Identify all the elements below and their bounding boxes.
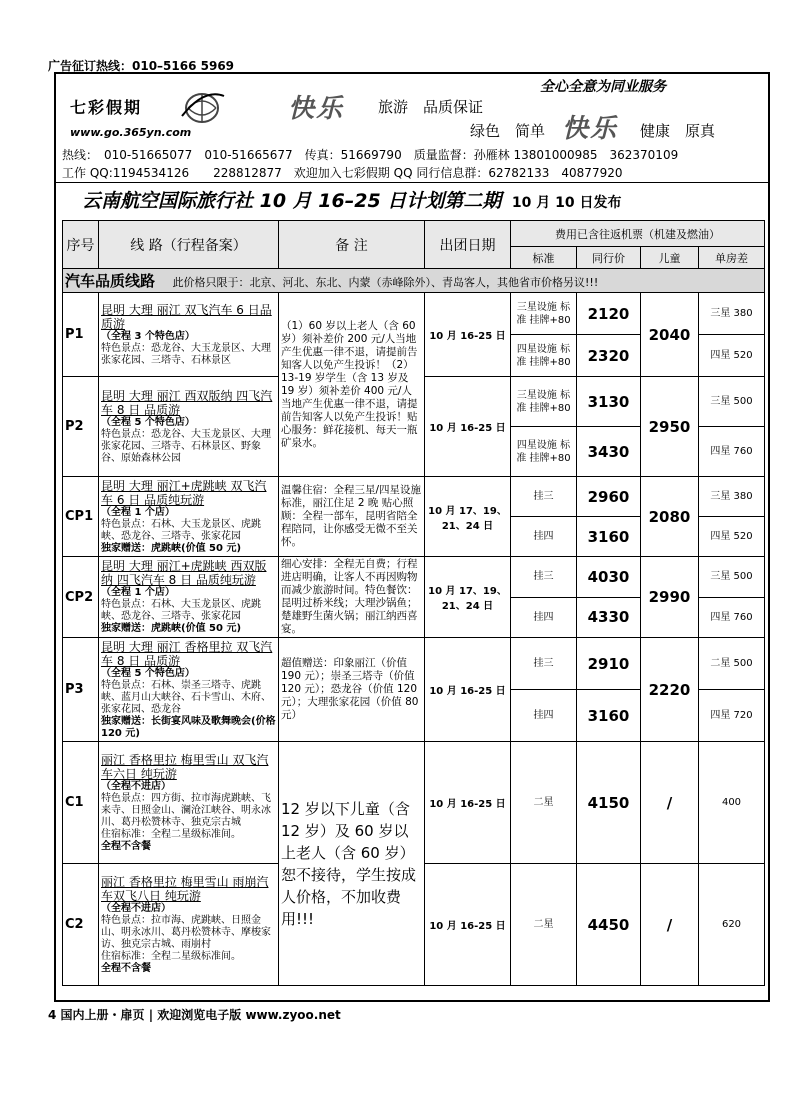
table-row (63, 742, 765, 864)
single-room: 400 (699, 742, 765, 864)
route-features: 特色景点：四方街、拉市海虎跳峡、飞来寺、日照金山、澜沧江峡谷、明永冰川、葛丹松赞林寺、独克宗古城 (101, 792, 271, 828)
headline-title: 云南航空国际旅行社 10 月 16–25 日计划第二期 (82, 190, 502, 212)
single-room: 四星 760 (699, 597, 765, 638)
single-room: 三星 380 (699, 477, 765, 517)
row-code: CP2 (63, 557, 99, 638)
departure-date: 10 月 16-25 日 (425, 638, 511, 742)
route-cell (99, 377, 279, 477)
section-desc: 此价格只限于：北京、河北、东北、内蒙（赤峰除外）、青岛客人，其他省市价格另议!!! (172, 276, 599, 289)
kuai-le-logo-2: 快乐 (562, 114, 619, 144)
departure-date: 10 月 16-25 日 (425, 293, 511, 377)
route-shops: （全程 3 个特色店） (101, 330, 195, 342)
route-title: 丽江 香格里拉 梅里雪山 雨崩汽车双飞八日 纯玩游 (101, 874, 269, 903)
standard: 四星设施 标准 挂牌+80 (511, 335, 577, 377)
header-room: 单房差 (699, 247, 765, 269)
route-cell (99, 864, 279, 986)
route-features: 特色景点：拉市海、虎跳峡、日照金山、明永冰川、葛丹松赞林寺、摩梭家访、独克宗古城、雨崩村 (101, 914, 271, 950)
logo-url: www.go.365yn.com (70, 126, 192, 139)
route-cell (99, 477, 279, 557)
note-cell: 超值赠送：印象丽江（价值 190 元）；崇圣三塔寺（价值 120 元）；恐龙谷（价值 120 元）；大理张家花园（价值 80 元） (279, 638, 425, 742)
logo-name: 七彩假期 (70, 98, 143, 117)
peer-price: 4150 (577, 742, 641, 864)
standard: 挂三 (511, 638, 577, 690)
page-footer: 4 国内上册・扉页 | 欢迎浏览电子版 www.zyoo.net (48, 1008, 341, 1022)
child-price: 2220 (641, 638, 699, 742)
single-room: 四星 720 (699, 690, 765, 742)
row-code: P1 (63, 293, 99, 377)
peer-price: 4030 (577, 557, 641, 598)
route-title: 昆明 大理 丽江 西双版纳 四飞汽车 8 日 品质游 (101, 388, 273, 417)
route-shops: （全程 1 个店） (101, 506, 175, 518)
header-route: 线 路（行程备案） (99, 221, 279, 269)
row-code: C2 (63, 864, 99, 986)
child-price: 2950 (641, 377, 699, 477)
standard: 三星设施 标准 挂牌+80 (511, 377, 577, 427)
row-code: C1 (63, 742, 99, 864)
table-row (63, 293, 765, 335)
headline (82, 186, 622, 213)
route-shops: （全程 5 个特色店） (101, 416, 195, 428)
section-row (63, 269, 765, 293)
section-title: 汽车品质线路 (65, 272, 156, 290)
single-room: 三星 500 (699, 377, 765, 427)
single-room: 二星 500 (699, 638, 765, 690)
route-shops: （全程不进店） (101, 780, 171, 792)
departure-date: 10 月 16-25 日 (425, 864, 511, 986)
contact-line-1: 热线： 010-51665077 010-51665677 传真：51669790 质量监督：孙雁林 13801000985 362370109 (62, 148, 679, 162)
table-row (63, 638, 765, 690)
standard: 挂四 (511, 690, 577, 742)
peer-price: 2120 (577, 293, 641, 335)
contact-line-2: 工作 QQ:1194534126 228812877 欢迎加入七彩假期 QQ 同行信息群：62782133 40877920 (62, 166, 623, 180)
peer-price: 3160 (577, 690, 641, 742)
route-features: 特色景点：石林、大玉龙景区、虎跳峡、恐龙谷、三塔寺、张家花园 (101, 599, 261, 622)
peer-price: 2320 (577, 335, 641, 377)
departure-date: 10 月 17、19、21、24 日 (425, 557, 511, 638)
child-price: 2080 (641, 477, 699, 557)
route-shops: （全程 1 个店） (101, 587, 175, 598)
route-title: 昆明 大理 丽江+虎跳峡 西双版纳 四飞汽车 8 日 品质纯玩游 (101, 559, 267, 587)
header-peer: 同行价 (577, 247, 641, 269)
single-room: 四星 760 (699, 427, 765, 477)
peer-price: 3430 (577, 427, 641, 477)
route-shops: （全程不进店） (101, 902, 171, 914)
peer-price: 3130 (577, 377, 641, 427)
header-seq: 序号 (63, 221, 99, 269)
departure-date: 10 月 16-25 日 (425, 742, 511, 864)
standard: 二星 (511, 864, 577, 986)
header-note: 备 注 (279, 221, 425, 269)
table-row (63, 477, 765, 517)
route-meal: 全程不含餐 (101, 840, 151, 852)
departure-date: 10 月 16-25 日 (425, 377, 511, 477)
note-cell: 温馨住宿：全程三星/四星设施标准，丽江住足 2 晚 贴心照顾：全程一部车，昆明省陪全程陪同，让你感受无微不至关怀。 (279, 477, 425, 557)
standard: 二星 (511, 742, 577, 864)
route-title: 昆明 大理 丽江 双飞汽车 6 日品质游 (101, 302, 272, 331)
route-cell (99, 293, 279, 377)
divider (56, 182, 768, 183)
header-child: 儿童 (641, 247, 699, 269)
row-code: CP1 (63, 477, 99, 557)
child-price: / (641, 742, 699, 864)
route-cell (99, 742, 279, 864)
departure-date: 10 月 17、19、21、24 日 (425, 477, 511, 557)
route-features: 特色景点：石林、大玉龙景区、虎跳峡、恐龙谷、三塔寺、张家花园 (101, 518, 261, 542)
route-gift: 独家赠送：长街宴风味及歌舞晚会(价格 120 元) (101, 715, 276, 739)
child-price: 2040 (641, 293, 699, 377)
slogan: 全心全意为同业服务 (540, 79, 666, 95)
header-date: 出团日期 (425, 221, 511, 269)
route-features: 特色景点：恐龙谷、大玉龙景区、大理张家花园、三塔寺、石林景区、野象谷、原始森林公园 (101, 428, 271, 464)
single-room: 三星 380 (699, 293, 765, 335)
ad-hotline: 广告征订热线：010–5166 5969 (48, 59, 235, 73)
header-std: 标准 (511, 247, 577, 269)
single-room: 三星 500 (699, 557, 765, 598)
standard: 三星设施 标准 挂牌+80 (511, 293, 577, 335)
tagline-3: 健康 原真 (640, 122, 716, 140)
table-row (63, 557, 765, 598)
standard: 挂三 (511, 477, 577, 517)
peer-price: 4330 (577, 597, 641, 638)
route-cell (99, 638, 279, 742)
headline-date: 10 月 10 日发布 (511, 195, 622, 211)
single-room: 四星 520 (699, 517, 765, 557)
tour-table (62, 220, 765, 986)
route-meal: 全程不含餐 (101, 962, 151, 974)
header-fee: 费用已含往返机票（机建及燃油） (511, 221, 765, 247)
standard: 挂四 (511, 597, 577, 638)
route-title: 昆明 大理 丽江+虎跳峡 双飞汽车 6 日 品质纯玩游 (101, 478, 267, 507)
route-features: 特色景点：石林、崇圣三塔寺、虎跳峡、蓝月山大峡谷、石卡雪山、木府、张家花园、恐龙谷 (101, 679, 271, 715)
standard: 挂三 (511, 557, 577, 598)
kuai-le-logo: 快乐 (288, 94, 345, 124)
note-cell: （1）60 岁以上老人（含 60 岁）须补差价 200 元/人当地产生优惠一律不退，请提前告知客人以免产生投诉！（2）13-19 岁学生（含 13 岁及 19 岁）须补差价 400 元/人当地产生优惠一律不退，请提前告知客人以免产生投诉！贴心服务：鲜花接机、每天一瓶矿泉水。 (279, 293, 425, 477)
child-price: 2990 (641, 557, 699, 638)
standard: 四星设施 标准 挂牌+80 (511, 427, 577, 477)
child-price: / (641, 864, 699, 986)
route-gift: 独家赠送：虎跳峡(价值 50 元) (101, 623, 242, 634)
note-cell: 12 岁以下儿童（含 12 岁）及 60 岁以上老人（含 60 岁）恕不接待，学生按成人价格，不加收费用!!! (279, 742, 425, 986)
route-gift: 独家赠送：虎跳峡(价值 50 元) (101, 542, 242, 554)
peer-price: 4450 (577, 864, 641, 986)
route-title: 丽江 香格里拉 梅里雪山 双飞汽车六日 纯玩游 (101, 752, 269, 781)
tagline-1: 旅游 品质保证 (378, 98, 484, 116)
route-cell (99, 557, 279, 638)
tagline-2: 绿色 简单 (470, 122, 546, 140)
globe-logo-icon (180, 86, 226, 126)
route-shops: （全程 5 个特色店） (101, 667, 195, 679)
peer-price: 2960 (577, 477, 641, 517)
row-code: P3 (63, 638, 99, 742)
single-room: 620 (699, 864, 765, 986)
note-cell: 细心安排：全程无自费；行程进店明确，让客人不再因购物而减少旅游时间。特色餐饮：昆明过桥米线；大理沙锅鱼；楚雄野生菌火锅；丽江纳西喜宴。 (279, 557, 425, 638)
single-room: 四星 520 (699, 335, 765, 377)
peer-price: 3160 (577, 517, 641, 557)
route-hotel: 住宿标准：全程二星级标准间。 (101, 950, 241, 962)
route-hotel: 住宿标准：全程二星级标准间。 (101, 828, 241, 840)
row-code: P2 (63, 377, 99, 477)
route-features: 特色景点：恐龙谷、大玉龙景区、大理张家花园、三塔寺、石林景区 (101, 342, 271, 366)
peer-price: 2910 (577, 638, 641, 690)
route-title: 昆明 大理 丽江 香格里拉 双飞汽车 8 日 品质游 (101, 639, 273, 668)
standard: 挂四 (511, 517, 577, 557)
